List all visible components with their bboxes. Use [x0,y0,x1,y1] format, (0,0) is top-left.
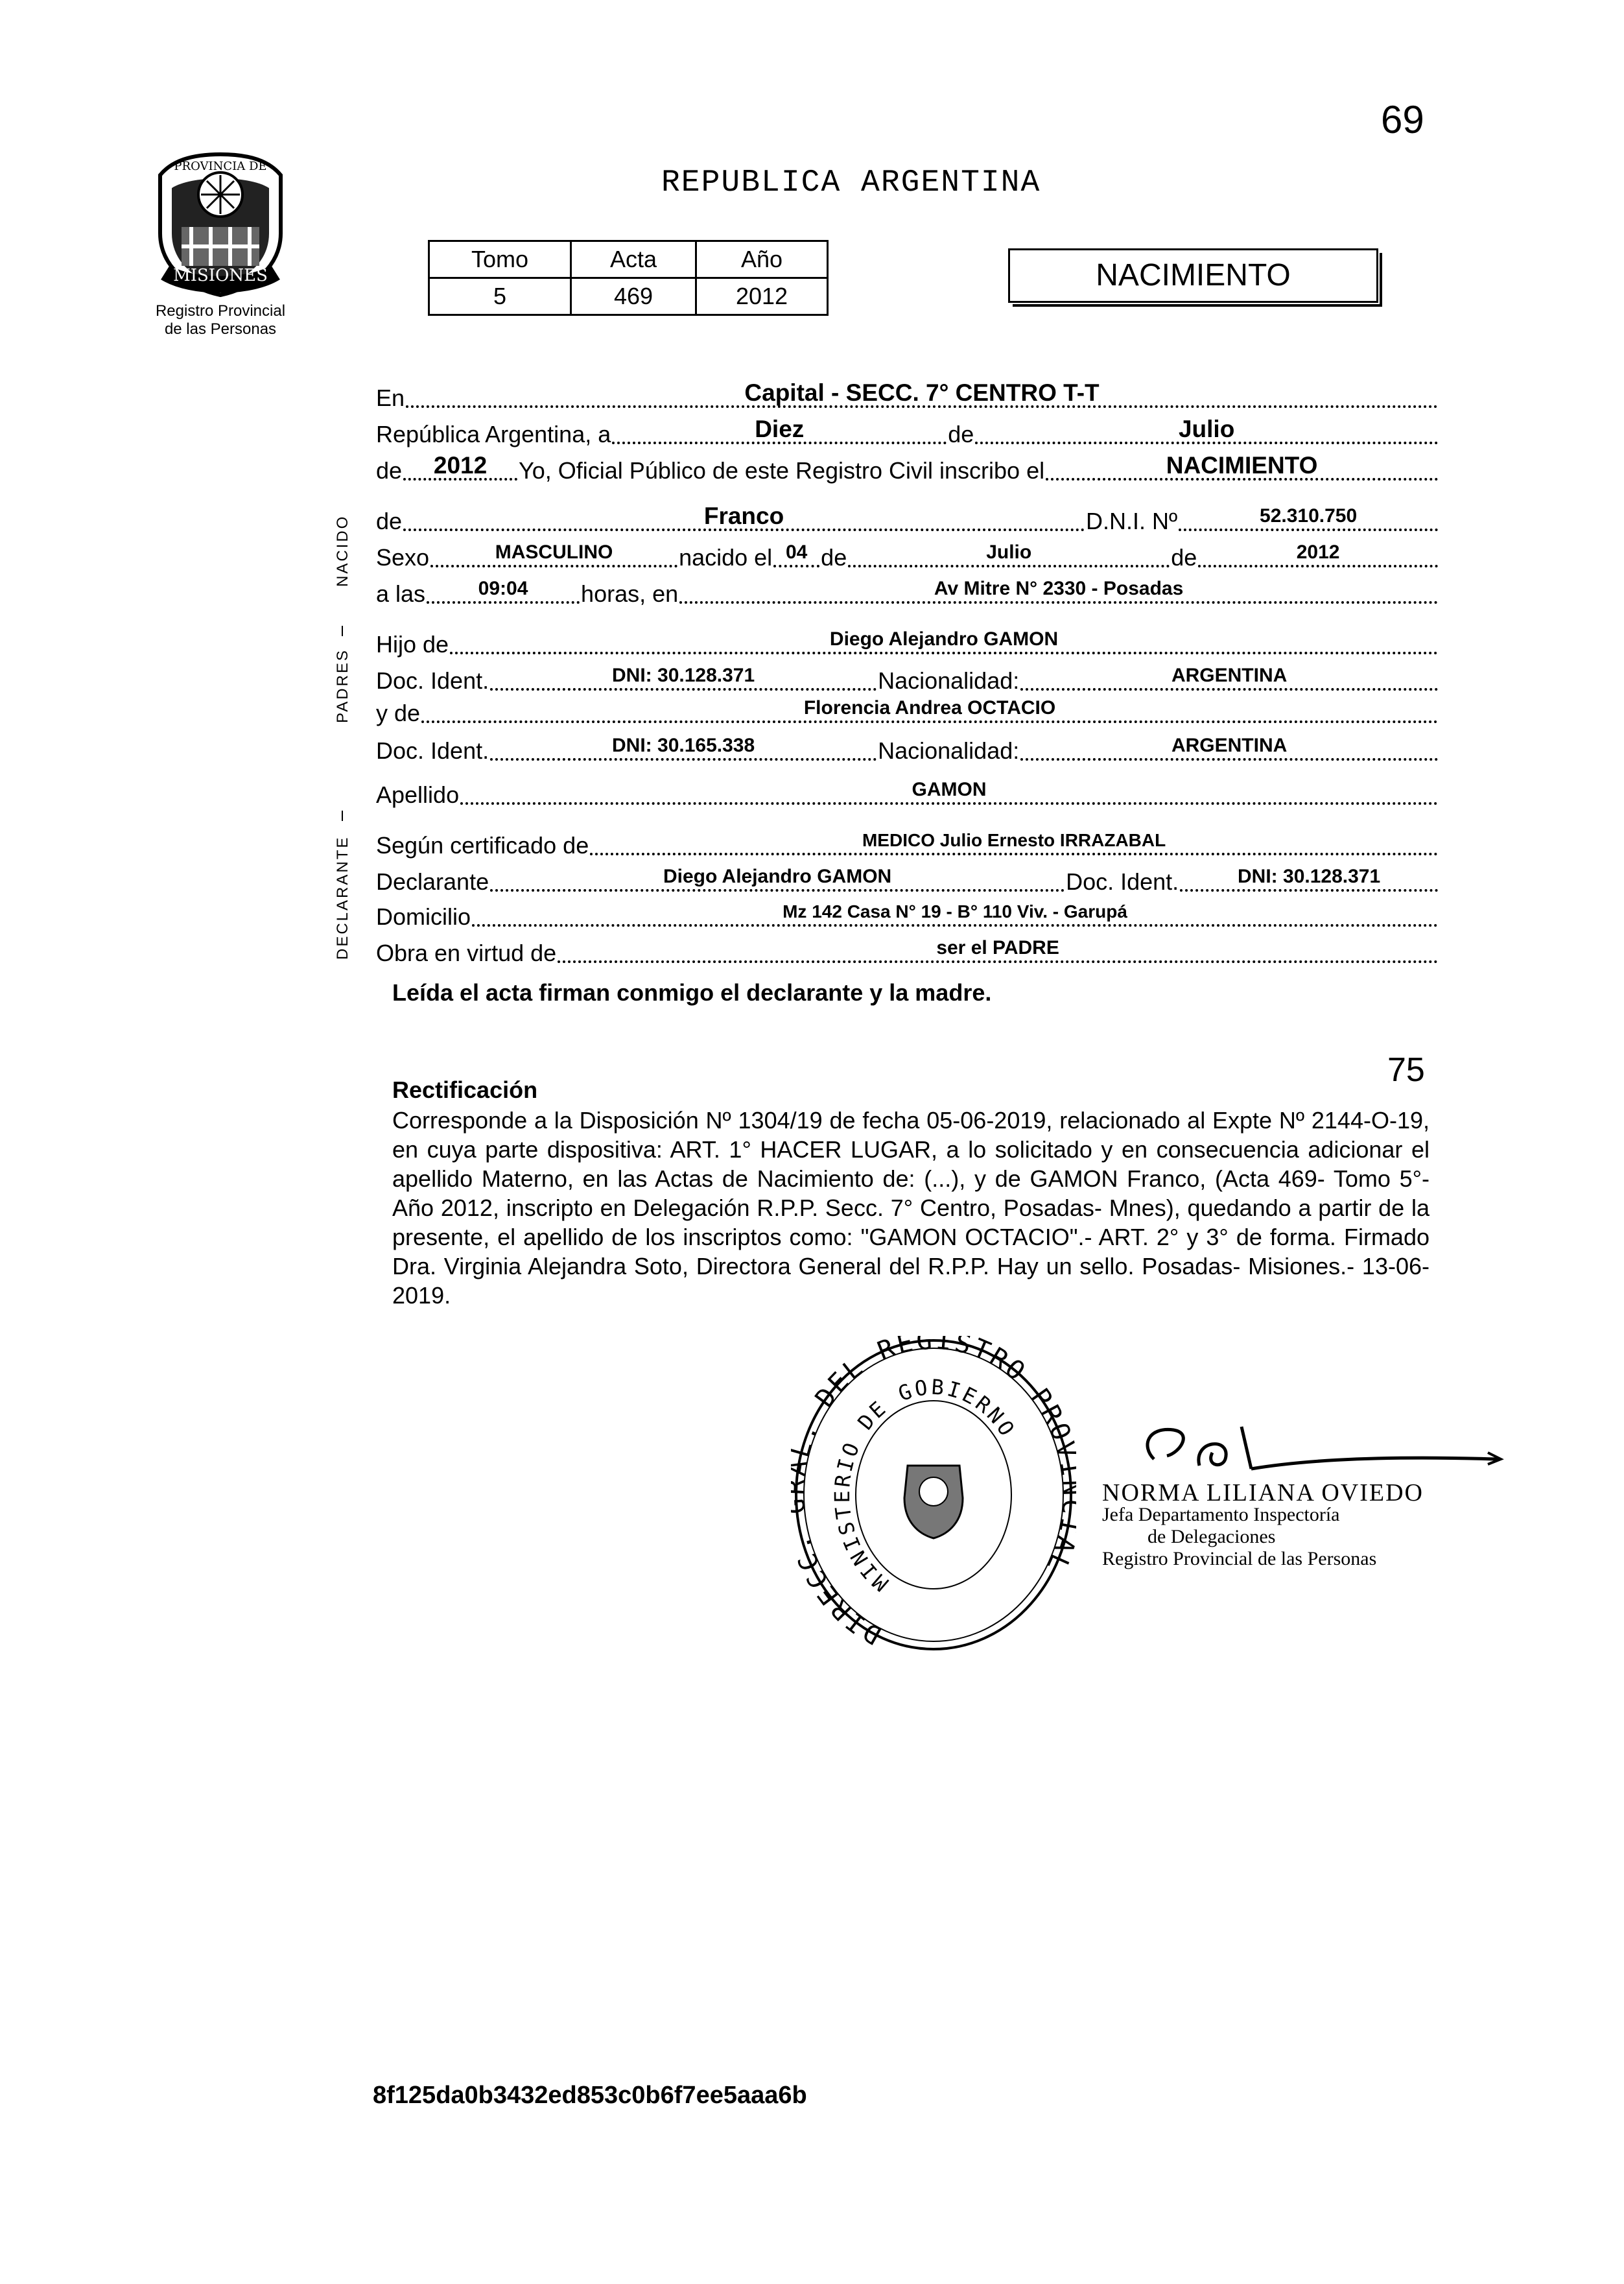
act-type-value: NACIMIENTO [1044,457,1439,485]
value-ano: 2012 [696,278,828,315]
handwritten-signature-icon [1102,1420,1504,1479]
de-label: de [821,544,847,571]
side-label-parents: PADRES [334,648,351,723]
form-line-name [376,499,1439,536]
dni-label: D.N.I. Nº [1086,508,1178,534]
born-label: nacido el [679,544,773,571]
name-value: Franco [402,507,1086,536]
country-title: REPUBLICA ARGENTINA [661,165,1041,200]
annotation-number: 75 [1387,1051,1425,1089]
seal-inner-text: MINISTERIO DE GOBIERNO [829,1374,1021,1596]
seal-outer-text: DIRECC . DEL REGISTRO PRO L [791,1336,1076,1650]
mother-label: y de [376,700,421,726]
form-line-mother [376,691,1439,728]
side-separator [342,626,343,636]
seal-text-bottom: MISIONES [173,266,268,285]
mother-nationality-value: ARGENTINA [1019,737,1439,765]
dni-value: 52.310.750 [1177,507,1439,536]
registry-logo [130,149,311,344]
clause-text: Yo, Oficial Público de este Registro Civil inscribo el [519,457,1045,484]
provincia-de-misiones-seal-icon [146,149,295,298]
capacity-value: ser el PADRE [556,939,1439,968]
registry-table [428,240,829,316]
signature-block [1102,1420,1504,1576]
signer-role-line3: Registro Provincial de las Personas [1102,1548,1377,1569]
address-label: Domicilio [376,903,471,930]
signer-name: NORMA LILIANA OVIEDO [1102,1479,1424,1506]
value-tomo: 5 [429,278,571,315]
form-line-place [376,376,1439,412]
form-line-sex [376,536,1439,572]
header-acta: Acta [571,241,696,278]
sex-label: Sexo [376,544,430,571]
signer-role-line1: Jefa Departamento Inspectoría [1102,1504,1340,1525]
form-line-mother-doc [376,729,1439,765]
father-nationality-value: ARGENTINA [1019,667,1439,695]
de-label: de [948,421,974,447]
rectification-body: Corresponde a la Disposición Nº 1304/19 de fecha 05-06-2019, relacionado al Expte Nº 2144-O-19, en cuya parte dispositiva: ART. 1° HACER LUGAR, a lo solicitado y en consecuencia adicionar el apellido Materno, en las Actas de Nacimiento de: (...), y de GAMON Franco, (Acta 469- Tomo 5°- Año 2012, inscripto en Delegación R.P.P. Secc. 7° Centro, Posadas- Mnes), quedando a partir de la presente, el apellido de los inscriptos como: "GAMON OCTACIO".- ART. 2° y 3° de forma. Firmado Dra. Virginia Alejandra Soto, Directora General del R.P.P. Hay un sello. Posadas- Misiones.- 13-06-2019. [392,1107,1430,1309]
logo-caption-line1: Registro Provincial [155,302,286,320]
side-label-declarant: DECLARANTE [334,835,351,960]
side-separator [342,811,343,821]
certificate-label: Según certificado de [376,832,589,859]
year-value: 2012 [402,457,519,485]
day-value: Diez [611,420,948,449]
value-acta: 469 [571,278,696,315]
doc-label: Doc. Ident. [376,667,489,694]
nationality-label: Nacionalidad: [878,737,1020,764]
signer-role-line2: de Delegaciones [1147,1526,1276,1547]
form-line-time [376,572,1439,608]
time-label: a las [376,580,426,607]
father-doc-value: DNI: 30.128.371 [489,667,878,695]
born-month-value: Julio [847,543,1171,572]
logo-caption-line2: de las Personas [164,320,277,338]
month-value: Julio [974,420,1439,449]
form-line-surname [376,773,1439,809]
mother-value: Florencia Andrea OCTACIO [420,699,1439,728]
de-label: de [376,457,403,484]
official-seal [791,1336,1076,1660]
closing-statement: Leída el acta firman conmigo el declarante y la madre. [392,979,992,1006]
rectification-title: Rectificación [392,1077,538,1103]
surname-value: GAMON [459,781,1439,809]
father-value: Diego Alejandro GAMON [449,630,1439,659]
header-ano: Año [696,241,828,278]
form-line-certificate [376,824,1439,860]
place-value: Capital - SECC. 7° CENTRO T-T [405,384,1439,412]
declarant-value: Diego Alejandro GAMON [489,868,1066,896]
surname-label: Apellido [376,781,460,808]
de-label: de [1171,544,1197,571]
birth-place-value: Av Mitre N° 2330 - Posadas [678,580,1439,608]
hours-label: horas, en [581,580,679,607]
declarant-doc-value: DNI: 30.128.371 [1179,868,1439,896]
certificate-value: MEDICO Julio Ernesto IRRAZABAL [589,831,1439,860]
nationality-label: Nacionalidad: [878,667,1020,694]
sex-value: MASCULINO [429,543,679,572]
born-day-value: 04 [772,543,821,572]
republic-label: República Argentina, a [376,421,611,447]
father-label: Hijo de [376,631,449,658]
doc-label: Doc. Ident. [376,737,489,764]
page-number: 69 [1381,98,1424,141]
place-label: En [376,385,405,411]
header-tomo: Tomo [429,241,571,278]
form-line-father-doc [376,659,1439,695]
mother-doc-value: DNI: 30.165.338 [489,737,878,765]
form-line-address [376,895,1439,931]
born-year-value: 2012 [1197,543,1439,572]
form-line-year [376,449,1439,485]
form-line-capacity [376,931,1439,968]
form-line-father [376,623,1439,659]
capacity-label: Obra en virtud de [376,940,557,966]
seal-text-top: PROVINCIA DE [174,160,267,173]
document-hash: 8f125da0b3432ed853c0b6f7ee5aaa6b [373,2082,807,2109]
declarant-label: Declarante [376,868,489,895]
official-round-seal-icon [791,1336,1076,1660]
doc-label: Doc. Ident. [1066,868,1179,895]
record-type-box: NACIMIENTO [1008,248,1378,303]
name-label: de [376,508,403,534]
form-line-declarant [376,860,1439,896]
address-value: Mz 142 Casa N° 19 - B° 110 Viv. - Garupá [471,903,1439,931]
side-label-born: NACIDO [334,514,351,587]
form-line-date [376,412,1439,449]
time-value: 09:04 [425,580,581,608]
